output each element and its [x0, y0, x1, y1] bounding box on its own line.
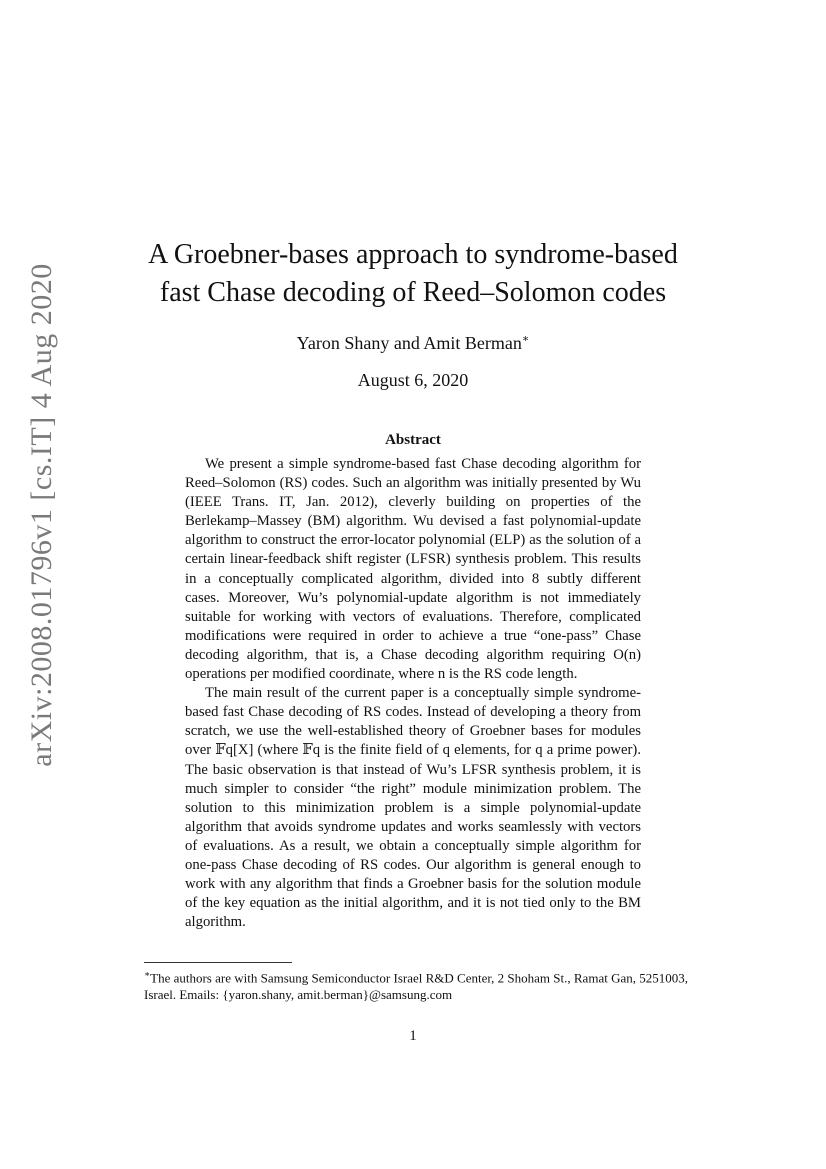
author-names: Yaron Shany and Amit Berman [296, 333, 522, 353]
paper-date: August 6, 2020 [357, 370, 469, 390]
abstract-heading: Abstract [385, 432, 441, 448]
paper-title-line-1: A Groebner-bases approach to syndrome-based [148, 239, 678, 270]
footnote-text: The authors are with Samsung Semiconductor Israel R&D Center, 2 Shoham St., Ramat Gan, 5251003, Israel. Emails: {yaron.shany, amit.berman}@samsung.com [144, 970, 688, 1003]
arxiv-identifier-stamp: arXiv:2008.01796v1 [cs.IT] 4 Aug 2020 [25, 263, 58, 767]
footnote-divider [144, 962, 292, 963]
page-number: 1 [409, 1028, 417, 1044]
author-affiliation-footnote [144, 966, 688, 1003]
author-footnote-mark: ∗ [521, 333, 530, 345]
abstract-paragraph-2: The main result of the current paper is a conceptually simple syndrome-based fast Chase decoding of RS codes. Instead of developing a theory from scratch, we use the well-established theory of Groebner bases for modules over 𝔽q[X] (where 𝔽q is the finite field of q elements, for q a prime power). The basic observation is that instead of Wu’s LFSR synthesis problem, it is much simpler to consider “the right” module minimization problem. The solution to this minimization problem is a simple polynomial-update algorithm that avoids syndrome updates and works seamlessly with vectors of evaluations. As a result, we obtain a conceptually simple algorithm for one-pass Chase decoding of RS codes. Our algorithm is general enough to work with any algorithm that finds a Groebner basis for the solution module of the key equation as the initial algorithm, and it is not tied only to the BM algorithm. [185, 685, 641, 931]
author-list [120, 332, 706, 354]
abstract-paragraph-1: We present a simple syndrome-based fast Chase decoding algorithm for Reed–Solomon (RS) codes. Such an algorithm was initially presented by Wu (IEEE Trans. IT, Jan. 2012), cleverly building on properties of the Berlekamp–Massey (BM) algorithm. Wu devised a fast polynomial-update algorithm to construct the error-locator polynomial (ELP) as the solution of a certain linear-feedback shift register (LFSR) synthesis problem. This results in a conceptually complicated algorithm, divided into 8 subtly different cases. Moreover, Wu’s polynomial-update algorithm is not immediately suitable for working with vectors of evaluations. Therefore, complicated modifications were required in order to achieve a true “one-pass” Chase decoding algorithm, that is, a Chase decoding algorithm requiring O(n) operations per modified coordinate, where n is the RS code length. [185, 456, 641, 683]
footnote-mark: ∗ [144, 969, 151, 979]
paper-title [120, 236, 706, 312]
paper-title-line-2: fast Chase decoding of Reed–Solomon codes [159, 277, 667, 308]
abstract-body [185, 455, 641, 932]
